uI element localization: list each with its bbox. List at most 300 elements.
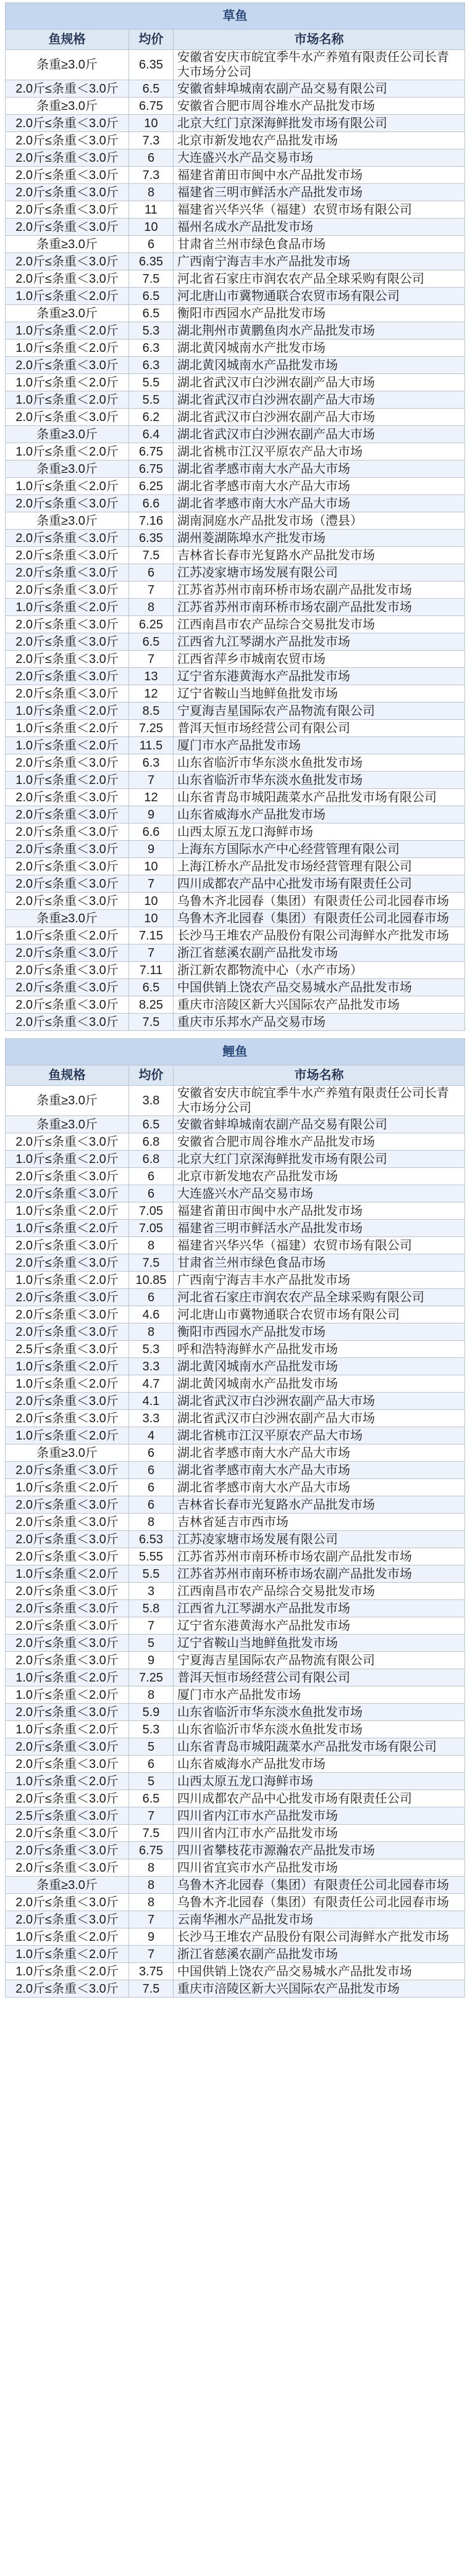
avg-price-cell: 12	[129, 685, 174, 702]
fish-spec-cell: 2.0斤≤条重＜3.0斤	[6, 944, 129, 962]
section-title: 草鱼	[6, 3, 465, 30]
table-row	[6, 875, 465, 893]
fish-spec-cell: 2.0斤≤条重＜3.0斤	[6, 1635, 129, 1652]
table-row	[6, 219, 465, 236]
fish-spec-cell: 条重≥3.0斤	[6, 1086, 129, 1116]
table-row	[6, 1946, 465, 1963]
fish-spec-cell: 1.0斤≤条重＜2.0斤	[6, 927, 129, 944]
fish-spec-cell: 2.0斤≤条重＜3.0斤	[6, 253, 129, 270]
avg-price-cell: 7	[129, 581, 174, 599]
table-row	[6, 651, 465, 668]
table-row	[6, 1323, 465, 1341]
table-row	[6, 1963, 465, 1980]
avg-price-cell: 6.5	[129, 288, 174, 305]
market-name-cell: 河北唐山市冀物通联合农贸市场有限公司	[174, 288, 465, 305]
market-name-cell: 北京大红门京深海鲜批发市场有限公司	[174, 115, 465, 132]
market-name-cell: 湖北省武汉市白沙洲农副产品大市场	[174, 374, 465, 391]
market-name-cell: 衡阳市西园水产品批发市场	[174, 305, 465, 322]
price-table	[5, 1038, 465, 1998]
table-row	[6, 1462, 465, 1479]
avg-price-cell: 6	[129, 236, 174, 253]
table-row	[6, 633, 465, 651]
market-name-cell: 宁夏海吉星国际农产品物流有限公司	[174, 702, 465, 720]
market-name-cell: 河北唐山市冀物通联合农贸市场有限公司	[174, 1306, 465, 1323]
fish-spec-cell: 2.0斤≤条重＜3.0斤	[6, 1393, 129, 1410]
fish-spec-cell: 1.0斤≤条重＜2.0斤	[6, 1375, 129, 1393]
fish-spec-cell: 2.0斤≤条重＜3.0斤	[6, 270, 129, 288]
market-name-cell: 山东省临沂市华东淡水鱼批发市场	[174, 754, 465, 772]
table-row	[6, 1686, 465, 1704]
market-name-cell: 山西太原五龙口海鲜市场	[174, 823, 465, 841]
avg-price-cell: 6.5	[129, 1116, 174, 1133]
market-name-cell: 湖北省孝感市南大水产品大市场	[174, 1444, 465, 1462]
avg-price-cell: 8	[129, 1859, 174, 1877]
avg-price-cell: 7	[129, 651, 174, 668]
market-name-cell: 辽宁省鞍山当地鲜鱼批发市场	[174, 685, 465, 702]
avg-price-cell: 7.16	[129, 512, 174, 530]
table-row	[6, 391, 465, 409]
market-name-cell: 安徽省合肥市周谷堆水产品批发市场	[174, 98, 465, 115]
market-name-cell: 长沙马王堆农产品股份有限公司海鲜水产批发市场	[174, 1928, 465, 1946]
avg-price-cell: 8	[129, 1686, 174, 1704]
market-name-cell: 山东省威海水产品批发市场	[174, 1756, 465, 1773]
header-row	[6, 1065, 465, 1086]
table-row	[6, 1652, 465, 1669]
market-name-cell: 湖北省桃市江汉平原农产品大市场	[174, 1427, 465, 1444]
fish-spec-cell: 1.0斤≤条重＜2.0斤	[6, 1721, 129, 1738]
market-name-cell: 山东省青岛市城阳蔬菜水产品批发市场有限公司	[174, 1738, 465, 1756]
fish-spec-cell: 2.0斤≤条重＜3.0斤	[6, 80, 129, 98]
avg-price-cell: 3.75	[129, 1963, 174, 1980]
table-row	[6, 495, 465, 512]
market-name-cell: 湖南洞庭水产品批发市场（澧县）	[174, 512, 465, 530]
market-name-cell: 乌鲁木齐北园春（集团）有限责任公司北园春市场	[174, 893, 465, 910]
table-row	[6, 1237, 465, 1254]
avg-price-cell: 7.05	[129, 1220, 174, 1237]
market-name-cell: 江苏省苏州市南环桥市场农副产品批发市场	[174, 599, 465, 616]
avg-price-cell: 7.5	[129, 1014, 174, 1031]
table-row	[6, 1151, 465, 1168]
table-row	[6, 1479, 465, 1496]
fish-spec-cell: 1.0斤≤条重＜2.0斤	[6, 1203, 129, 1220]
fish-spec-cell: 条重≥3.0斤	[6, 305, 129, 322]
avg-price-cell: 9	[129, 1652, 174, 1669]
avg-price-cell: 5.3	[129, 1341, 174, 1358]
fish-spec-cell: 2.0斤≤条重＜3.0斤	[6, 823, 129, 841]
market-name-cell: 辽宁省鞍山当地鲜鱼批发市场	[174, 1635, 465, 1652]
fish-spec-cell: 2.0斤≤条重＜3.0斤	[6, 806, 129, 823]
market-name-cell: 吉林省长春市光复路水产品批发市场	[174, 1496, 465, 1514]
market-name-cell: 湖北黄冈城南水产品批发市场	[174, 1358, 465, 1375]
fish-spec-cell: 2.0斤≤条重＜3.0斤	[6, 547, 129, 564]
table-row	[6, 1014, 465, 1031]
fish-spec-cell: 2.5斤≤条重＜3.0斤	[6, 1341, 129, 1358]
avg-price-cell: 5.9	[129, 1704, 174, 1721]
avg-price-cell: 6.5	[129, 1790, 174, 1807]
table-row	[6, 340, 465, 357]
avg-price-cell: 7	[129, 944, 174, 962]
fish-spec-cell: 条重≥3.0斤	[6, 910, 129, 927]
fish-spec-cell: 2.0斤≤条重＜3.0斤	[6, 1980, 129, 1998]
table-row	[6, 1168, 465, 1185]
market-name-cell: 四川省宜宾市水产品批发市场	[174, 1859, 465, 1877]
avg-price-cell: 7	[129, 1911, 174, 1928]
table-row	[6, 1531, 465, 1548]
table-row	[6, 858, 465, 875]
table-row	[6, 1911, 465, 1928]
table-row	[6, 806, 465, 823]
avg-price-cell: 8	[129, 1894, 174, 1911]
avg-price-cell: 7.5	[129, 270, 174, 288]
fish-spec-cell: 2.0斤≤条重＜3.0斤	[6, 1462, 129, 1479]
fish-spec-cell: 2.0斤≤条重＜3.0斤	[6, 1289, 129, 1306]
market-name-cell: 衡阳市西园水产品批发市场	[174, 1323, 465, 1341]
market-name-cell: 中国供销上饶农产品交易城水产品批发市场	[174, 979, 465, 996]
market-name-cell: 重庆市乐邦水产品交易市场	[174, 1014, 465, 1031]
table-row	[6, 668, 465, 685]
table-row	[6, 270, 465, 288]
table-row	[6, 702, 465, 720]
market-name-cell: 河北省石家庄市润农农产品全球采购有限公司	[174, 1289, 465, 1306]
avg-price-cell: 6	[129, 149, 174, 167]
avg-price-cell: 6.3	[129, 754, 174, 772]
market-name-cell: 北京大红门京深海鲜批发市场有限公司	[174, 1151, 465, 1168]
fish-spec-cell: 1.0斤≤条重＜2.0斤	[6, 288, 129, 305]
fish-spec-cell: 条重≥3.0斤	[6, 1444, 129, 1462]
avg-price-cell: 6.35	[129, 253, 174, 270]
table-row	[6, 1877, 465, 1894]
avg-price-cell: 6	[129, 1756, 174, 1773]
table-row	[6, 1514, 465, 1531]
market-name-cell: 中国供销上饶农产品交易城水产品批发市场	[174, 1963, 465, 1980]
avg-price-cell: 6	[129, 1168, 174, 1185]
fish-spec-cell: 条重≥3.0斤	[6, 512, 129, 530]
avg-price-cell: 6.2	[129, 409, 174, 426]
market-name-cell: 湖北省武汉市白沙洲农副产品大市场	[174, 426, 465, 443]
market-name-cell: 福建省莆田市闽中水产品批发市场	[174, 167, 465, 184]
table-row	[6, 409, 465, 426]
fish-spec-cell: 1.0斤≤条重＜2.0斤	[6, 1669, 129, 1686]
market-name-cell: 江苏省苏州市南环桥市场农副产品批发市场	[174, 581, 465, 599]
avg-price-cell: 5.5	[129, 374, 174, 391]
table-row	[6, 305, 465, 322]
column-header-spec: 鱼规格	[6, 1065, 129, 1086]
market-name-cell: 安徽省合肥市周谷堆水产品批发市场	[174, 1133, 465, 1151]
table-row	[6, 1393, 465, 1410]
market-name-cell: 湖北省孝感市南大水产品大市场	[174, 1479, 465, 1496]
fish-spec-cell: 1.0斤≤条重＜2.0斤	[6, 374, 129, 391]
table-row	[6, 979, 465, 996]
table-row	[6, 1203, 465, 1220]
table-row	[6, 1272, 465, 1289]
table-row	[6, 772, 465, 789]
avg-price-cell: 10	[129, 910, 174, 927]
fish-spec-cell: 2.0斤≤条重＜3.0斤	[6, 685, 129, 702]
market-name-cell: 北京市新发地农产品批发市场	[174, 132, 465, 149]
fish-spec-cell: 条重≥3.0斤	[6, 1877, 129, 1894]
avg-price-cell: 11	[129, 201, 174, 219]
market-name-cell: 湖北省武汉市白沙洲农副产品大市场	[174, 409, 465, 426]
fish-spec-cell: 2.0斤≤条重＜3.0斤	[6, 409, 129, 426]
market-name-cell: 吉林省延吉市西市场	[174, 1514, 465, 1531]
avg-price-cell: 7.5	[129, 1980, 174, 1998]
avg-price-cell: 7	[129, 875, 174, 893]
market-name-cell: 辽宁省东港黄海水产品批发市场	[174, 668, 465, 685]
avg-price-cell: 4.1	[129, 1393, 174, 1410]
table-row	[6, 512, 465, 530]
table-row	[6, 1756, 465, 1773]
market-name-cell: 辽宁省东港黄海水产品批发市场	[174, 1617, 465, 1635]
table-row	[6, 1859, 465, 1877]
table-row	[6, 132, 465, 149]
market-name-cell: 乌鲁木齐北园春（集团）有限责任公司北园春市场	[174, 1894, 465, 1911]
market-name-cell: 湖北省桃市江汉平原农产品大市场	[174, 443, 465, 461]
market-name-cell: 江苏省苏州市南环桥市场农副产品批发市场	[174, 1565, 465, 1583]
avg-price-cell: 6.35	[129, 50, 174, 80]
section-title-row	[6, 3, 465, 30]
avg-price-cell: 6	[129, 1479, 174, 1496]
fish-spec-cell: 1.0斤≤条重＜2.0斤	[6, 1427, 129, 1444]
market-name-cell: 湖北省孝感市南大水产品大市场	[174, 1462, 465, 1479]
avg-price-cell: 6.4	[129, 426, 174, 443]
table-row	[6, 1842, 465, 1859]
fish-spec-cell: 2.0斤≤条重＜3.0斤	[6, 1168, 129, 1185]
table-row	[6, 149, 465, 167]
avg-price-cell: 3	[129, 1583, 174, 1600]
avg-price-cell: 6.75	[129, 1842, 174, 1859]
market-name-cell: 四川成都农产品中心批发市场有限责任公司	[174, 875, 465, 893]
avg-price-cell: 4	[129, 1427, 174, 1444]
avg-price-cell: 6	[129, 1289, 174, 1306]
fish-spec-cell: 2.0斤≤条重＜3.0斤	[6, 564, 129, 581]
market-name-cell: 吉林省长春市光复路水产品批发市场	[174, 547, 465, 564]
market-name-cell: 山东省临沂市华东淡水鱼批发市场	[174, 1721, 465, 1738]
avg-price-cell: 6	[129, 564, 174, 581]
fish-spec-cell: 2.0斤≤条重＜3.0斤	[6, 357, 129, 374]
fish-spec-cell: 2.0斤≤条重＜3.0斤	[6, 616, 129, 633]
table-row	[6, 1669, 465, 1686]
market-name-cell: 湖北省武汉市白沙洲农副产品大市场	[174, 391, 465, 409]
market-name-cell: 大连盛兴水产品交易市场	[174, 149, 465, 167]
avg-price-cell: 6.75	[129, 98, 174, 115]
table-row	[6, 1341, 465, 1358]
market-name-cell: 安徽省安庆市皖宜季牛水产养殖有限责任公司长青大市场分公司	[174, 1086, 465, 1116]
section-title-row	[6, 1039, 465, 1065]
price-table	[5, 2, 465, 1031]
market-name-cell: 宁夏海吉星国际农产品物流有限公司	[174, 1652, 465, 1669]
market-name-cell: 湖州菱湖陈埠水产批发市场	[174, 530, 465, 547]
market-name-cell: 湖北省武汉市白沙洲农副产品大市场	[174, 1393, 465, 1410]
table-row	[6, 1185, 465, 1203]
fish-spec-cell: 1.0斤≤条重＜2.0斤	[6, 391, 129, 409]
market-name-cell: 山东省威海水产品批发市场	[174, 806, 465, 823]
table-row	[6, 1807, 465, 1825]
market-name-cell: 江苏凌家塘市场发展有限公司	[174, 1531, 465, 1548]
fish-spec-cell: 2.0斤≤条重＜3.0斤	[6, 1323, 129, 1341]
avg-price-cell: 8.5	[129, 702, 174, 720]
fish-spec-cell: 1.0斤≤条重＜2.0斤	[6, 737, 129, 754]
market-name-cell: 安徽省安庆市皖宜季牛水产养殖有限责任公司长青大市场分公司	[174, 50, 465, 80]
table-row	[6, 910, 465, 927]
fish-spec-cell: 2.0斤≤条重＜3.0斤	[6, 1911, 129, 1928]
market-name-cell: 湖北黄冈城南水产品批发市场	[174, 357, 465, 374]
fish-spec-cell: 1.0斤≤条重＜2.0斤	[6, 1272, 129, 1289]
avg-price-cell: 10	[129, 115, 174, 132]
avg-price-cell: 7.5	[129, 547, 174, 564]
table-row	[6, 184, 465, 201]
table-row	[6, 1444, 465, 1462]
avg-price-cell: 3.8	[129, 1086, 174, 1116]
market-name-cell: 浙江新农都物流中心（水产市场）	[174, 962, 465, 979]
market-name-cell: 长沙马王堆农产品股份有限公司海鲜水产批发市场	[174, 927, 465, 944]
avg-price-cell: 4.7	[129, 1375, 174, 1393]
market-name-cell: 福州名成水产品批发市场	[174, 219, 465, 236]
avg-price-cell: 6.53	[129, 1531, 174, 1548]
market-name-cell: 湖北黄冈城南水产品批发市场	[174, 1375, 465, 1393]
fish-spec-cell: 2.0斤≤条重＜3.0斤	[6, 668, 129, 685]
price-tables	[5, 2, 465, 1998]
fish-spec-cell: 1.0斤≤条重＜2.0斤	[6, 720, 129, 737]
fish-spec-cell: 2.0斤≤条重＜3.0斤	[6, 1254, 129, 1272]
fish-spec-cell: 1.0斤≤条重＜2.0斤	[6, 702, 129, 720]
market-name-cell: 乌鲁木齐北园春（集团）有限责任公司北园春市场	[174, 1877, 465, 1894]
fish-spec-cell: 2.0斤≤条重＜3.0斤	[6, 1617, 129, 1635]
column-header-price: 均价	[129, 1065, 174, 1086]
table-row	[6, 1635, 465, 1652]
table-row	[6, 115, 465, 132]
market-name-cell: 安徽省蚌埠城南农副产品交易有限公司	[174, 1116, 465, 1133]
fish-spec-cell: 2.0斤≤条重＜3.0斤	[6, 149, 129, 167]
avg-price-cell: 5	[129, 1773, 174, 1790]
table-row	[6, 685, 465, 702]
table-row	[6, 288, 465, 305]
market-name-cell: 广西南宁海吉丰水产品批发市场	[174, 253, 465, 270]
section-title: 鲤鱼	[6, 1039, 465, 1065]
avg-price-cell: 9	[129, 1928, 174, 1946]
market-name-cell: 四川成都农产品中心批发市场有限责任公司	[174, 1790, 465, 1807]
fish-spec-cell: 1.0斤≤条重＜2.0斤	[6, 1686, 129, 1704]
table-row	[6, 737, 465, 754]
table-row	[6, 1496, 465, 1514]
fish-spec-cell: 1.0斤≤条重＜2.0斤	[6, 1220, 129, 1237]
market-name-cell: 普洱天恒市场经营公司有限公司	[174, 1669, 465, 1686]
market-name-cell: 湖北省孝感市南大水产品大市场	[174, 461, 465, 478]
market-name-cell: 湖北省武汉市白沙洲农副产品大市场	[174, 1410, 465, 1427]
avg-price-cell: 6.6	[129, 823, 174, 841]
market-name-cell: 湖北荆州市黄鹏鱼肉水产品批发市场	[174, 322, 465, 340]
fish-spec-cell: 2.0斤≤条重＜3.0斤	[6, 875, 129, 893]
avg-price-cell: 9	[129, 841, 174, 858]
avg-price-cell: 5.5	[129, 1565, 174, 1583]
market-name-cell: 福建省三明市鲜活水产品批发市场	[174, 184, 465, 201]
avg-price-cell: 6.5	[129, 633, 174, 651]
market-name-cell: 江西省九江琴湖水产品批发市场	[174, 1600, 465, 1617]
avg-price-cell: 8	[129, 1514, 174, 1531]
fish-spec-cell: 2.0斤≤条重＜3.0斤	[6, 1410, 129, 1427]
avg-price-cell: 7.3	[129, 167, 174, 184]
fish-spec-cell: 2.5斤≤条重＜3.0斤	[6, 1807, 129, 1825]
table-row	[6, 944, 465, 962]
fish-spec-cell: 2.0斤≤条重＜3.0斤	[6, 1825, 129, 1842]
fish-spec-cell: 2.0斤≤条重＜3.0斤	[6, 201, 129, 219]
market-name-cell: 普洱天恒市场经营公司有限公司	[174, 720, 465, 737]
table-row	[6, 1289, 465, 1306]
column-header-spec: 鱼规格	[6, 30, 129, 50]
table-row	[6, 996, 465, 1014]
market-name-cell: 重庆市涪陵区新大兴国际农产品批发市场	[174, 996, 465, 1014]
avg-price-cell: 5.55	[129, 1548, 174, 1565]
fish-spec-cell: 2.0斤≤条重＜3.0斤	[6, 651, 129, 668]
table-row	[6, 1583, 465, 1600]
table-row	[6, 236, 465, 253]
fish-spec-cell: 2.0斤≤条重＜3.0斤	[6, 1894, 129, 1911]
table-row	[6, 841, 465, 858]
fish-spec-cell: 1.0斤≤条重＜2.0斤	[6, 1358, 129, 1375]
table-row	[6, 547, 465, 564]
fish-spec-cell: 2.0斤≤条重＜3.0斤	[6, 184, 129, 201]
table-row	[6, 1928, 465, 1946]
fish-spec-cell: 1.0斤≤条重＜2.0斤	[6, 443, 129, 461]
table-row	[6, 201, 465, 219]
market-name-cell: 厦门市水产品批发市场	[174, 1686, 465, 1704]
market-name-cell: 呼和浩特海鲜水产品批发市场	[174, 1341, 465, 1358]
fish-spec-cell: 2.0斤≤条重＜3.0斤	[6, 1185, 129, 1203]
fish-spec-cell: 2.0斤≤条重＜3.0斤	[6, 979, 129, 996]
table-row	[6, 80, 465, 98]
avg-price-cell: 10	[129, 858, 174, 875]
market-name-cell: 山东省临沂市华东淡水鱼批发市场	[174, 1704, 465, 1721]
column-header-market: 市场名称	[174, 1065, 465, 1086]
avg-price-cell: 3.3	[129, 1410, 174, 1427]
avg-price-cell: 6.75	[129, 461, 174, 478]
fish-spec-cell: 1.0斤≤条重＜2.0斤	[6, 599, 129, 616]
market-name-cell: 重庆市涪陵区新大兴国际农产品批发市场	[174, 1980, 465, 1998]
fish-spec-cell: 1.0斤≤条重＜2.0斤	[6, 478, 129, 495]
table-row	[6, 1565, 465, 1583]
market-name-cell: 湖北省孝感市南大水产品大市场	[174, 478, 465, 495]
avg-price-cell: 6.35	[129, 530, 174, 547]
avg-price-cell: 5.3	[129, 1721, 174, 1738]
table-row	[6, 167, 465, 184]
fish-spec-cell: 条重≥3.0斤	[6, 426, 129, 443]
table-row	[6, 1116, 465, 1133]
table-row	[6, 1086, 465, 1116]
fish-spec-cell: 2.0斤≤条重＜3.0斤	[6, 1842, 129, 1859]
table-row	[6, 461, 465, 478]
fish-spec-cell: 条重≥3.0斤	[6, 461, 129, 478]
fish-spec-cell: 2.0斤≤条重＜3.0斤	[6, 1548, 129, 1565]
market-name-cell: 安徽省蚌埠城南农副产品交易有限公司	[174, 80, 465, 98]
fish-spec-cell: 2.0斤≤条重＜3.0斤	[6, 1583, 129, 1600]
avg-price-cell: 7.3	[129, 132, 174, 149]
avg-price-cell: 7	[129, 1946, 174, 1963]
market-name-cell: 厦门市水产品批发市场	[174, 737, 465, 754]
market-name-cell: 江西南昌市农产品综合交易批发市场	[174, 616, 465, 633]
fish-spec-cell: 2.0斤≤条重＜3.0斤	[6, 1237, 129, 1254]
fish-spec-cell: 2.0斤≤条重＜3.0斤	[6, 789, 129, 806]
market-name-cell: 山东省青岛市城阳蔬菜水产品批发市场有限公司	[174, 789, 465, 806]
avg-price-cell: 6.6	[129, 495, 174, 512]
fish-spec-cell: 2.0斤≤条重＜3.0斤	[6, 1514, 129, 1531]
avg-price-cell: 8	[129, 599, 174, 616]
table-row	[6, 1617, 465, 1635]
fish-spec-cell: 2.0斤≤条重＜3.0斤	[6, 1014, 129, 1031]
market-name-cell: 福建省兴华兴华（福建）农贸市场有限公司	[174, 1237, 465, 1254]
avg-price-cell: 11.5	[129, 737, 174, 754]
table-row	[6, 357, 465, 374]
table-row	[6, 1790, 465, 1807]
avg-price-cell: 5.8	[129, 1600, 174, 1617]
